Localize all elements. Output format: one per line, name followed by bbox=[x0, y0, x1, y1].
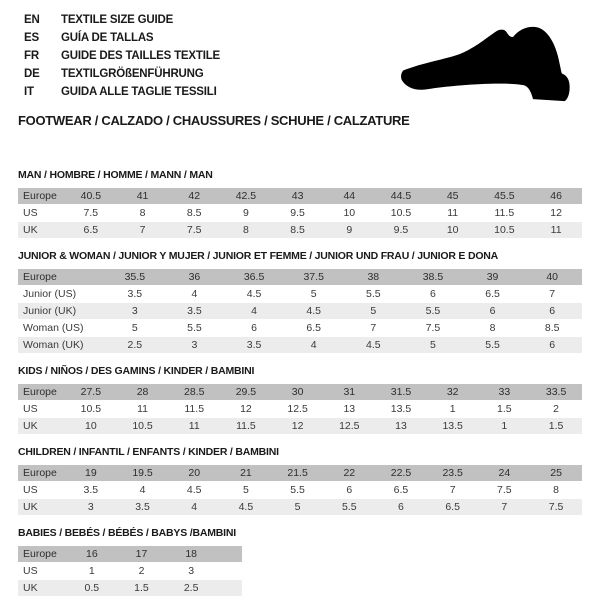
size-value-cell: 4 bbox=[165, 286, 225, 302]
size-value-cell: 31.5 bbox=[375, 384, 427, 400]
size-value-cell: 10.5 bbox=[117, 418, 169, 434]
row-label-cell: Europe bbox=[18, 188, 65, 204]
table-title-junior-woman: JUNIOR & WOMAN / JUNIOR Y MUJER / JUNIOR ET FEMME / JUNIOR UND FRAU / JUNIOR E DONA bbox=[18, 250, 499, 262]
size-value-cell: 10.5 bbox=[375, 205, 427, 221]
size-section-junior-woman bbox=[18, 250, 582, 354]
size-value-cell: 7 bbox=[522, 286, 582, 302]
row-label-cell: Woman (UK) bbox=[18, 337, 105, 353]
row-label-cell: Europe bbox=[18, 465, 65, 481]
size-value-cell: 6 bbox=[403, 286, 463, 302]
size-value-cell: 42 bbox=[168, 188, 220, 204]
size-table-man bbox=[18, 187, 582, 239]
size-value-cell: 5.5 bbox=[272, 482, 324, 498]
size-value-cell: 42.5 bbox=[220, 188, 272, 204]
scale-header-row bbox=[18, 546, 242, 562]
size-value-cell: 41 bbox=[117, 188, 169, 204]
language-row-de bbox=[24, 65, 220, 83]
size-value-cell: 25 bbox=[530, 465, 582, 481]
size-value-cell: 10 bbox=[323, 205, 375, 221]
size-value-cell: 28 bbox=[117, 384, 169, 400]
size-value-cell: 22 bbox=[323, 465, 375, 481]
language-code: ES bbox=[24, 32, 39, 44]
language-row-es bbox=[24, 29, 220, 47]
size-value-cell: 2 bbox=[530, 401, 582, 417]
size-value-cell: 20 bbox=[168, 465, 220, 481]
size-value-cell: 7.5 bbox=[168, 222, 220, 238]
language-row-it bbox=[24, 83, 220, 101]
size-section-kids bbox=[18, 365, 582, 435]
size-value-cell: 10 bbox=[427, 222, 479, 238]
size-value-cell: 11.5 bbox=[168, 401, 220, 417]
row-label-cell: UK bbox=[18, 418, 65, 434]
size-value-cell: 3.5 bbox=[224, 337, 284, 353]
size-value-cell: 13.5 bbox=[427, 418, 479, 434]
size-value-cell: 9.5 bbox=[272, 205, 324, 221]
row-label-cell: Europe bbox=[18, 269, 105, 285]
size-value-cell: 1.5 bbox=[479, 401, 531, 417]
language-list bbox=[24, 11, 220, 101]
size-value-cell: 6.5 bbox=[65, 222, 117, 238]
size-value-cell: 12 bbox=[530, 205, 582, 221]
size-value-cell: 4 bbox=[117, 482, 169, 498]
size-value-cell: 12.5 bbox=[272, 401, 324, 417]
size-value-cell: 11 bbox=[117, 401, 169, 417]
size-table-kids bbox=[18, 383, 582, 435]
size-row bbox=[18, 499, 582, 515]
size-value-cell: 8.5 bbox=[272, 222, 324, 238]
size-table-junior-woman bbox=[18, 268, 582, 354]
size-value-cell: 4 bbox=[168, 499, 220, 515]
language-label: TEXTILGRÖßENFÜHRUNG bbox=[61, 68, 204, 80]
size-value-cell: 12 bbox=[220, 401, 272, 417]
size-value-cell: 5 bbox=[272, 499, 324, 515]
dress-shoe-icon bbox=[392, 16, 588, 110]
size-value-cell: 6 bbox=[323, 482, 375, 498]
language-code: FR bbox=[24, 50, 39, 62]
size-row bbox=[18, 563, 242, 579]
size-value-cell: 5 bbox=[220, 482, 272, 498]
size-value-cell: 36 bbox=[165, 269, 225, 285]
scale-header-row bbox=[18, 188, 582, 204]
size-value-cell: 11 bbox=[530, 222, 582, 238]
size-value-cell: 4 bbox=[224, 303, 284, 319]
size-value-cell: 5 bbox=[344, 303, 404, 319]
size-value-cell: 7 bbox=[479, 499, 531, 515]
size-value-cell: 13.5 bbox=[375, 401, 427, 417]
size-value-cell: 3.5 bbox=[165, 303, 225, 319]
table-title-man: MAN / HOMBRE / HOMME / MANN / MAN bbox=[18, 169, 213, 181]
size-value-cell: 11.5 bbox=[220, 418, 272, 434]
row-label-cell: Junior (UK) bbox=[18, 303, 105, 319]
language-label: GUIDE DES TAILLES TEXTILE bbox=[61, 50, 220, 62]
row-label-cell: Europe bbox=[18, 546, 67, 562]
size-row bbox=[18, 222, 582, 238]
size-value-cell: 10.5 bbox=[479, 222, 531, 238]
size-value-cell: 5.5 bbox=[463, 337, 523, 353]
size-value-cell: 21.5 bbox=[272, 465, 324, 481]
language-label: GUIDA ALLE TAGLIE TESSILI bbox=[61, 86, 217, 98]
size-value-cell: 6 bbox=[522, 303, 582, 319]
size-value-cell: 43 bbox=[272, 188, 324, 204]
size-value-cell: 7 bbox=[117, 222, 169, 238]
size-value-cell: 44 bbox=[323, 188, 375, 204]
size-value-cell: 18 bbox=[166, 546, 216, 562]
scale-header-row bbox=[18, 269, 582, 285]
size-row bbox=[18, 205, 582, 221]
size-value-cell: 6 bbox=[463, 303, 523, 319]
size-value-cell: 23.5 bbox=[427, 465, 479, 481]
size-row bbox=[18, 580, 242, 596]
size-row bbox=[18, 303, 582, 319]
filler-cell bbox=[216, 580, 242, 596]
row-label-cell: Woman (US) bbox=[18, 320, 105, 336]
size-value-cell: 0.5 bbox=[67, 580, 117, 596]
size-value-cell: 10 bbox=[65, 418, 117, 434]
size-value-cell: 4.5 bbox=[168, 482, 220, 498]
size-value-cell: 5.5 bbox=[344, 286, 404, 302]
size-value-cell: 5 bbox=[284, 286, 344, 302]
size-value-cell: 11.5 bbox=[479, 205, 531, 221]
size-table-children bbox=[18, 464, 582, 516]
size-value-cell: 31 bbox=[323, 384, 375, 400]
size-value-cell: 45.5 bbox=[479, 188, 531, 204]
size-value-cell: 7.5 bbox=[479, 482, 531, 498]
size-value-cell: 3.5 bbox=[117, 499, 169, 515]
size-row bbox=[18, 482, 582, 498]
size-value-cell: 5 bbox=[105, 320, 165, 336]
size-value-cell: 3.5 bbox=[105, 286, 165, 302]
size-value-cell: 11 bbox=[427, 205, 479, 221]
size-value-cell: 37.5 bbox=[284, 269, 344, 285]
size-value-cell: 46 bbox=[530, 188, 582, 204]
size-value-cell: 8 bbox=[530, 482, 582, 498]
size-value-cell: 12 bbox=[272, 418, 324, 434]
size-value-cell: 3 bbox=[65, 499, 117, 515]
size-value-cell: 22.5 bbox=[375, 465, 427, 481]
size-value-cell: 3.5 bbox=[65, 482, 117, 498]
row-label-cell: Junior (US) bbox=[18, 286, 105, 302]
language-code: IT bbox=[24, 86, 34, 98]
size-tables-container bbox=[18, 169, 582, 600]
size-value-cell: 5.5 bbox=[403, 303, 463, 319]
size-value-cell: 4.5 bbox=[284, 303, 344, 319]
size-value-cell: 44.5 bbox=[375, 188, 427, 204]
size-row bbox=[18, 337, 582, 353]
size-value-cell: 5 bbox=[403, 337, 463, 353]
size-value-cell: 27.5 bbox=[65, 384, 117, 400]
size-value-cell: 3 bbox=[105, 303, 165, 319]
size-row bbox=[18, 418, 582, 434]
size-value-cell: 40.5 bbox=[65, 188, 117, 204]
table-title-babies: BABIES / BEBÉS / BÉBÉS / BABYS /BAMBINI bbox=[18, 527, 236, 539]
size-value-cell: 9.5 bbox=[375, 222, 427, 238]
language-label: GUÍA DE TALLAS bbox=[61, 32, 154, 44]
size-value-cell: 4 bbox=[284, 337, 344, 353]
size-value-cell: 1.5 bbox=[117, 580, 167, 596]
size-value-cell: 33 bbox=[479, 384, 531, 400]
size-value-cell: 7.5 bbox=[530, 499, 582, 515]
language-row-en bbox=[24, 11, 220, 29]
size-value-cell: 4.5 bbox=[220, 499, 272, 515]
table-title-kids: KIDS / NIÑOS / DES GAMINS / KINDER / BAMBINI bbox=[18, 365, 255, 377]
size-value-cell: 39 bbox=[463, 269, 523, 285]
size-row bbox=[18, 320, 582, 336]
size-value-cell: 28.5 bbox=[168, 384, 220, 400]
language-code: EN bbox=[24, 14, 40, 26]
size-value-cell: 3 bbox=[165, 337, 225, 353]
size-value-cell: 6.5 bbox=[427, 499, 479, 515]
size-value-cell: 8 bbox=[220, 222, 272, 238]
size-value-cell: 40 bbox=[522, 269, 582, 285]
size-value-cell: 1 bbox=[479, 418, 531, 434]
size-value-cell: 6.5 bbox=[284, 320, 344, 336]
table-title-children: CHILDREN / INFANTIL / ENFANTS / KINDER / BAMBINI bbox=[18, 446, 279, 458]
size-value-cell: 24 bbox=[479, 465, 531, 481]
filler-cell bbox=[216, 563, 242, 579]
language-row-fr bbox=[24, 47, 220, 65]
row-label-cell: US bbox=[18, 401, 65, 417]
size-table-babies bbox=[18, 545, 242, 597]
row-label-cell: US bbox=[18, 482, 65, 498]
size-value-cell: 12.5 bbox=[323, 418, 375, 434]
row-label-cell: Europe bbox=[18, 384, 65, 400]
size-value-cell: 6 bbox=[375, 499, 427, 515]
size-value-cell: 8.5 bbox=[168, 205, 220, 221]
size-value-cell: 36.5 bbox=[224, 269, 284, 285]
size-value-cell: 6 bbox=[522, 337, 582, 353]
size-value-cell: 38 bbox=[344, 269, 404, 285]
size-value-cell: 8 bbox=[463, 320, 523, 336]
size-section-children bbox=[18, 446, 582, 516]
size-value-cell: 7.5 bbox=[403, 320, 463, 336]
size-value-cell: 8 bbox=[117, 205, 169, 221]
size-value-cell: 7 bbox=[427, 482, 479, 498]
language-code: DE bbox=[24, 68, 40, 80]
size-value-cell: 1 bbox=[427, 401, 479, 417]
size-value-cell: 4.5 bbox=[344, 337, 404, 353]
size-value-cell: 17 bbox=[117, 546, 167, 562]
size-value-cell: 2.5 bbox=[166, 580, 216, 596]
size-value-cell: 38.5 bbox=[403, 269, 463, 285]
row-label-cell: UK bbox=[18, 499, 65, 515]
scale-header-row bbox=[18, 465, 582, 481]
size-value-cell: 6.5 bbox=[375, 482, 427, 498]
size-value-cell: 9 bbox=[220, 205, 272, 221]
size-row bbox=[18, 286, 582, 302]
size-value-cell: 13 bbox=[323, 401, 375, 417]
size-value-cell: 21 bbox=[220, 465, 272, 481]
size-value-cell: 6.5 bbox=[463, 286, 523, 302]
size-value-cell: 5.5 bbox=[323, 499, 375, 515]
size-value-cell: 19 bbox=[65, 465, 117, 481]
size-value-cell: 6 bbox=[224, 320, 284, 336]
size-section-man bbox=[18, 169, 582, 239]
size-value-cell: 32 bbox=[427, 384, 479, 400]
category-heading: FOOTWEAR / CALZADO / CHAUSSURES / SCHUHE / CALZATURE bbox=[18, 113, 410, 128]
language-label: TEXTILE SIZE GUIDE bbox=[61, 14, 174, 26]
size-value-cell: 2 bbox=[117, 563, 167, 579]
size-value-cell: 33.5 bbox=[530, 384, 582, 400]
row-label-cell: US bbox=[18, 563, 67, 579]
size-value-cell: 8.5 bbox=[522, 320, 582, 336]
size-value-cell: 7 bbox=[344, 320, 404, 336]
size-value-cell: 16 bbox=[67, 546, 117, 562]
size-value-cell: 1.5 bbox=[530, 418, 582, 434]
size-value-cell: 9 bbox=[323, 222, 375, 238]
size-value-cell: 45 bbox=[427, 188, 479, 204]
filler-cell bbox=[216, 546, 242, 562]
size-row bbox=[18, 401, 582, 417]
size-value-cell: 7.5 bbox=[65, 205, 117, 221]
size-value-cell: 30 bbox=[272, 384, 324, 400]
size-value-cell: 5.5 bbox=[165, 320, 225, 336]
size-value-cell: 2.5 bbox=[105, 337, 165, 353]
size-value-cell: 4.5 bbox=[224, 286, 284, 302]
size-value-cell: 1 bbox=[67, 563, 117, 579]
size-value-cell: 10.5 bbox=[65, 401, 117, 417]
row-label-cell: UK bbox=[18, 222, 65, 238]
size-value-cell: 35.5 bbox=[105, 269, 165, 285]
size-value-cell: 3 bbox=[166, 563, 216, 579]
size-value-cell: 13 bbox=[375, 418, 427, 434]
size-value-cell: 29.5 bbox=[220, 384, 272, 400]
row-label-cell: US bbox=[18, 205, 65, 221]
scale-header-row bbox=[18, 384, 582, 400]
size-value-cell: 11 bbox=[168, 418, 220, 434]
size-section-babies bbox=[18, 527, 582, 597]
row-label-cell: UK bbox=[18, 580, 67, 596]
size-value-cell: 19.5 bbox=[117, 465, 169, 481]
